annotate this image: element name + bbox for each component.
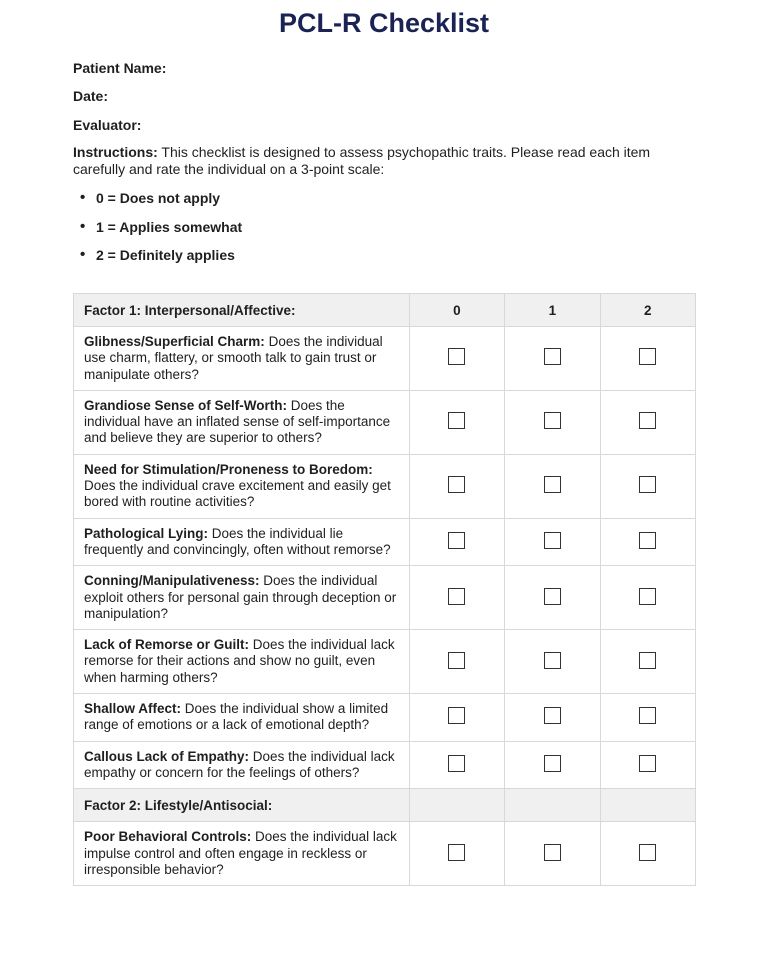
item-cell: [74, 822, 410, 886]
item-cell: [74, 518, 410, 566]
score-header-1: 1: [505, 294, 600, 327]
checkbox-score-2[interactable]: [639, 844, 656, 861]
checkbox-score-1[interactable]: [544, 652, 561, 669]
item-cell: [74, 327, 410, 391]
checkbox-score-2[interactable]: [639, 707, 656, 724]
factor2-title: Factor 2: Lifestyle/Antisocial:: [74, 789, 410, 822]
checkbox-score-2[interactable]: [639, 348, 656, 365]
item-cell: [74, 566, 410, 630]
item-label: Shallow Affect:: [84, 701, 182, 717]
item-text: Does the individual lie frequently and convincingly, often without remorse?: [84, 525, 391, 557]
patient-name-label: Patient Name:: [73, 60, 167, 76]
item-text: Does the individual use charm, flattery, or smooth talk to gain trust or manipulate others?: [84, 334, 383, 382]
checkbox-score-1[interactable]: [544, 707, 561, 724]
checkbox-score-0[interactable]: [448, 412, 465, 429]
scale-item-0: • 0 = Does not apply: [80, 190, 242, 219]
item-label: Poor Behavioral Controls:: [84, 829, 252, 845]
checkbox-score-0[interactable]: [448, 844, 465, 861]
score-header-0: 0: [409, 294, 504, 327]
rating-scale-list: [80, 190, 242, 276]
checkbox-score-2[interactable]: [639, 476, 656, 493]
item-text: Does the individual show a limited range of emotions or a lack of emotional depth?: [84, 701, 389, 733]
item-text: Does the individual have an inflated sense of self-importance and believe they are superior to others?: [84, 397, 391, 446]
item-text: Does the individual lack empathy or concern for the feelings of others?: [84, 748, 395, 780]
checkbox-score-2[interactable]: [639, 755, 656, 772]
checkbox-score-1[interactable]: [544, 844, 561, 861]
item-cell: [74, 630, 410, 694]
scale-item-1: • 1 = Applies somewhat: [80, 219, 242, 248]
checkbox-score-2[interactable]: [639, 412, 656, 429]
checkbox-score-2[interactable]: [639, 588, 656, 605]
checkbox-score-1[interactable]: [544, 348, 561, 365]
table-row: [74, 518, 696, 566]
instructions-text: This checklist is designed to assess psychopathic traits. Please read each item carefully and rate the individual on a 3-point scale:: [73, 144, 651, 177]
checkbox-score-0[interactable]: [448, 707, 465, 724]
checklist-table: [73, 293, 696, 886]
scale-item-2: • 2 = Definitely applies: [80, 247, 242, 276]
checkbox-score-2[interactable]: [639, 532, 656, 549]
checkbox-score-1[interactable]: [544, 588, 561, 605]
instructions: [73, 144, 703, 178]
instructions-label: Instructions:: [73, 144, 158, 160]
score-header-2: 2: [600, 294, 695, 327]
item-text: Does the individual lack remorse for their actions and show no guilt, even when harming others?: [84, 637, 395, 685]
item-cell: [74, 390, 410, 454]
page-title: PCL-R Checklist: [278, 8, 490, 38]
checkbox-score-1[interactable]: [544, 412, 561, 429]
checkbox-score-0[interactable]: [448, 348, 465, 365]
table-row: [74, 566, 696, 630]
checkbox-score-0[interactable]: [448, 476, 465, 493]
item-text: Does the individual exploit others for personal gain through deception or manipulation?: [84, 573, 397, 621]
factor1-title: Factor 1: Interpersonal/Affective:: [74, 294, 410, 327]
factor1-header-row: [74, 294, 696, 327]
checkbox-score-1[interactable]: [544, 755, 561, 772]
table-row: [74, 741, 696, 789]
checkbox-score-2[interactable]: [639, 652, 656, 669]
table-row: [74, 327, 696, 391]
checkbox-score-0[interactable]: [448, 755, 465, 772]
table-row: [74, 822, 696, 886]
item-label: Glibness/Superficial Charm:: [84, 334, 265, 349]
date-label: Date:: [73, 88, 109, 104]
checkbox-score-0[interactable]: [448, 532, 465, 549]
item-cell: [74, 454, 410, 518]
item-cell: [74, 694, 410, 742]
item-label: Grandiose Sense of Self-Worth:: [84, 397, 288, 413]
checkbox-score-1[interactable]: [544, 532, 561, 549]
factor2-header-row: [74, 789, 696, 822]
checkbox-score-0[interactable]: [448, 588, 465, 605]
item-cell: [74, 741, 410, 789]
checkbox-score-0[interactable]: [448, 652, 465, 669]
table-row: [74, 390, 696, 454]
item-label: Conning/Manipulativeness:: [84, 573, 260, 589]
checkbox-score-1[interactable]: [544, 476, 561, 493]
evaluator-label: Evaluator:: [73, 117, 142, 133]
table-row: [74, 454, 696, 518]
table-row: [74, 694, 696, 742]
item-label: Need for Stimulation/Proneness to Boredom:: [84, 461, 373, 477]
item-text: Does the individual crave excitement and easily get bored with routine activities?: [84, 478, 391, 510]
item-label: Lack of Remorse or Guilt:: [84, 637, 250, 653]
table-row: [74, 630, 696, 694]
item-label: Pathological Lying:: [84, 525, 209, 541]
item-text: Does the individual lack impulse control and often engage in reckless or irresponsible behavior?: [84, 829, 397, 877]
item-label: Callous Lack of Empathy:: [84, 748, 250, 764]
